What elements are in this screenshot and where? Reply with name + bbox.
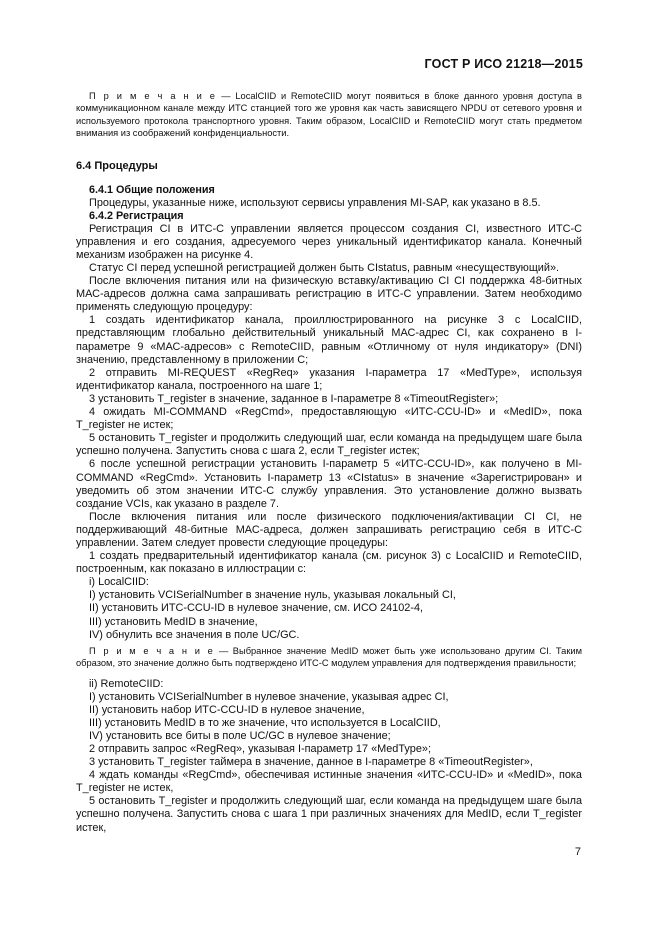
general-paragraph: Процедуры, указанные ниже, используют сервисы управления MI-SAP, как указано в 8.5. (89, 196, 541, 209)
procedure-step: 5 остановить T_register и продолжить следующий шаг, если команда на предыдущем шаге была успешно получена. Запустить снова с шага 2, если T_register истек; (76, 432, 582, 458)
local-ciid-list (76, 576, 582, 641)
list-item: II) установить набор ИТС-CCU-ID в нулевое значение, (89, 703, 365, 716)
page-content (76, 90, 582, 835)
note-paragraph (76, 90, 582, 140)
procedure-step: 3 установить T_register таймера в значение, данное в I-параметре 8 «TimeoutRegister», (89, 756, 533, 769)
procedure-step: 4 ожидать MI-COMMAND «RegCmd», предоставляющую «ИТС-CCU-ID» и «MedID», пока T_register не истек; (76, 406, 582, 432)
standard-header: ГОСТ Р ИСО 21218—2015 (424, 57, 583, 71)
note-text: — Выбранное значение MedID может быть уже использовано другим CI. Таким образом, это значение должно быть подтверждено ИТС-С модулем управления для подтверждения правильности; (76, 645, 582, 669)
note-label: П р и м е ч а н и е (89, 645, 215, 656)
procedure-step: 1 создать идентификатор канала, проиллюстрированного на рисунке 3 с LocalCIID, представляющим глобально действительный уникальный МАС-адрес CI, как сохранено в I-параметре 9 «МАС-адресов» с RemoteCIID, равным «Отличному от нуля индикатору» (DNI) значению, представленному в приложении С; (76, 314, 582, 366)
list-item: III) установить MedID в то же значение, что используется в LocalCIID, (89, 716, 441, 729)
procedure-step: 2 отправить MI-REQUEST «RegReq» указания I-параметра 17 «MedType», используя идентификатор канала, построенного на шаге 1; (76, 366, 582, 392)
subsection-heading-general: 6.4.1 Общие положения (89, 183, 215, 196)
procedure-step: 2 отправить запрос «RegReq», указывая I-параметр 17 «MedType»; (89, 743, 432, 755)
note-text: — LocalCIID и RemoteCIID могут появиться в блоке данного уровня доступа в коммуникационном канале между ИТС станцией того же уровня как часть зависящего NPDU от сетевого уровня и используемого протокола транспортного уровня. Таким образом, LocalCIID и RemoteCIID могут стать предметом внимания из соображений конфиденциальности. (76, 91, 582, 139)
registration-paragraph: Статус CI перед успешной регистрацией должен быть CIstatus, равным «несуществующий». (89, 262, 560, 274)
remote-ciid-list (76, 678, 582, 743)
note-label: П р и м е ч а н и е (89, 91, 217, 101)
list-item: II) установить ИТС-CCU-ID в нулевое значение, см. ИСО 24102-4, (89, 602, 424, 615)
list-item: IV) установить все биты в поле UC/GC в нулевое значение; (89, 729, 391, 742)
registration-paragraph: Регистрация CI в ИТС-С управлении является процессом создания CI, известного ИТС-С управления и его создания, адресуемого через уникальный идентификатор канала. Конечный механизм изображен на рисунке 4. (76, 222, 582, 261)
subsection-heading-registration: 6.4.2 Регистрация (89, 209, 184, 222)
procedure-step: 3 установить T_register в значение, заданное в I-параметре 8 «TimeoutRegister»; (89, 392, 499, 405)
list-item: I) установить VCISerialNumber в значение нуль, указывая локальный CI, (89, 589, 456, 602)
procedure-step: 1 создать предварительный идентификатор канала (см. рисунок 3) с LocalCIID и RemoteCIID, построенным, как показано в иллюстрации с: (76, 550, 582, 576)
registration-paragraph: После включения питания или после физического подключения/активации CI CI, не поддерживающий 48-битные МАС-адреса, должен запрашивать регистрацию себя в ИТС-С управлении. Затем следует провести следующие процедуры: (76, 510, 582, 549)
list-title: i) LocalCIID: (89, 576, 149, 589)
list-item: IV) обнулить все значения в поле UC/GC. (89, 628, 300, 641)
section-heading: 6.4 Процедуры (76, 159, 158, 172)
registration-paragraph: После включения питания или на физическую вставку/активацию CI CI поддержка 48-битных МАС-адресов должна сама запрашивать регистрацию в ИТС-С управлении. Затем необходимо применять следующую процедуру: (76, 275, 582, 314)
page-number: 7 (574, 846, 581, 858)
procedure-step: 6 после успешной регистрации установить I-параметр 5 «ИТС-CCU-ID», как получено в MI-COMMAND «RegCmd». Установить I-параметр 13 «CIstatus» в значение «Зарегистрирован» и уведомить об этом значении ИТС-С службу управления. Это установление должно вызвать создание VCIs, как указано в разделе 7. (76, 458, 582, 510)
list-item: III) установить MedID в значение, (89, 615, 258, 628)
procedure-step: 4 ждать команды «RegCmd», обеспечивая истинные значения «ИТС-CCU-ID» и «MedID», пока T_register не истек, (76, 769, 582, 795)
note-paragraph (76, 645, 582, 670)
list-title: ii) RemoteCIID: (89, 677, 164, 690)
list-item: I) установить VCISerialNumber в нулевое значение, указывая адрес CI, (89, 690, 449, 703)
procedure-step: 5 остановить T_register и продолжить следующий шаг, если команда на предыдущем шаге была успешно получена. Запустить снова с шага 1 при различных значениях для MedID, если T_register истек, (76, 795, 582, 834)
